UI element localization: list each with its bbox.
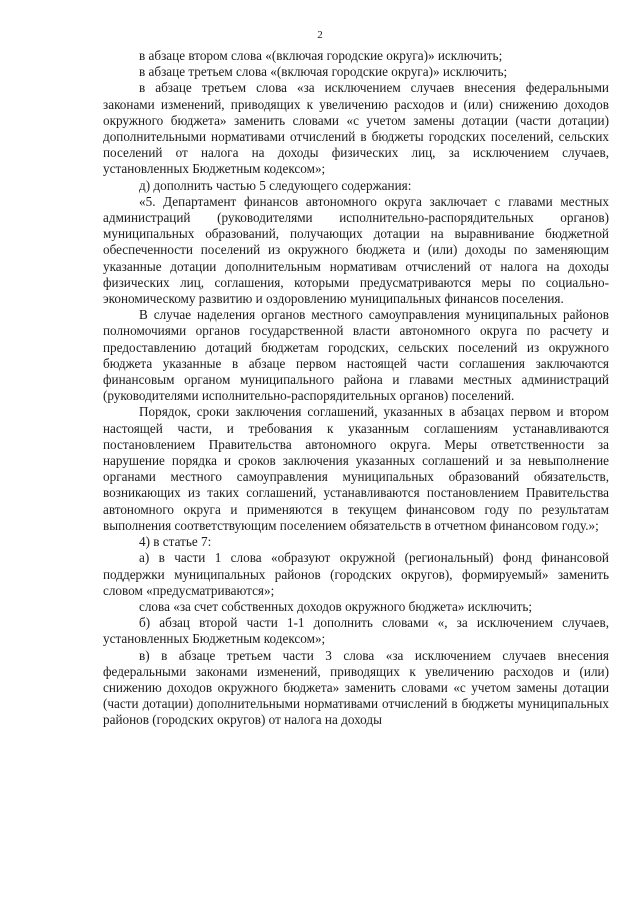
paragraph: а) в части 1 слова «образуют окружной (региональный) фонд финансовой поддержки муниципальных районов (городских округов), формируемый» заменить словом «предусматриваются»;: [103, 550, 609, 598]
paragraph: «5. Департамент финансов автономного округа заключает с главами местных администраций (руководителями исполнительно-распорядительных органов) муниципальных образований, получающих дотации на выравнивание бюджетной обеспеченности поселений из окружного бюджета и (или) доходы по заменяющим указанные дотации дополнительным нормативам отчислений от налога на доходы физических лиц, соглашения, которыми предусматриваются меры по социально-экономическому развитию и оздоровлению муниципальных финансов поселения.: [103, 193, 609, 307]
paragraph: 4) в статье 7:: [139, 534, 212, 550]
paragraph: Порядок, сроки заключения соглашений, указанных в абзацах первом и втором настоящей части, и требования к указанным соглашениям устанавливаются постановлением Правительства автономного округа. Меры ответственности за нарушение порядка и сроков заключения указанных соглашений и за невыполнение органами местного самоуправления муниципальных образований обязательств, возникающих из таких соглашений, устанавливаются постановлением Правительства автономного округа и применяются в текущем финансовом году по результатам выполнения соответствующим поселением обязательств в отчетном финансовом году.»;: [103, 404, 609, 533]
paragraph: д) дополнить частью 5 следующего содержания:: [139, 177, 412, 193]
paragraph: В случае наделения органов местного самоуправления муниципальных районов полномочиями органов государственной власти автономного округа по расчету и предоставлению дотаций бюджетам городских, сельских поселений из окружного бюджета указанные в абзаце первом настоящей части соглашения заключаются финансовым органом муниципального района и главами местных администраций (руководителями исполнительно-распорядительных органов) поселений.: [103, 307, 609, 404]
document-body: [103, 48, 609, 729]
paragraph: слова «за счет собственных доходов окружного бюджета» исключить;: [139, 598, 533, 614]
paragraph: в абзаце третьем слова «(включая городские округа)» исключить;: [139, 64, 508, 80]
page-number: 2: [317, 29, 323, 41]
paragraph: в абзаце втором слова «(включая городские округа)» исключить;: [139, 48, 503, 63]
paragraph: б) абзац второй части 1-1 дополнить словами «, за исключением случаев, установленных Бюджетным кодексом»;: [103, 615, 609, 647]
paragraph: в) в абзаце третьем части 3 слова «за исключением случаев внесения федеральными законами изменений, приводящих к увеличению расходов и (или) снижению доходов окружного бюджета» заменить словами «с учетом замены дотации (части дотации) дополнительными нормативами отчислений в бюджеты муниципальных районов (городских округов) от налога на доходы: [103, 647, 609, 728]
paragraph: в абзаце третьем слова «за исключением случаев внесения федеральными законами изменений, приводящих к увеличению расходов и (или) снижению доходов окружного бюджета» заменить словами «с учетом замены дотации (части дотации) дополнительными нормативами отчислений в бюджеты городских поселений, сельских поселений от налога на доходы физических лиц, за исключением случаев, установленных Бюджетным кодексом»;: [103, 80, 609, 177]
